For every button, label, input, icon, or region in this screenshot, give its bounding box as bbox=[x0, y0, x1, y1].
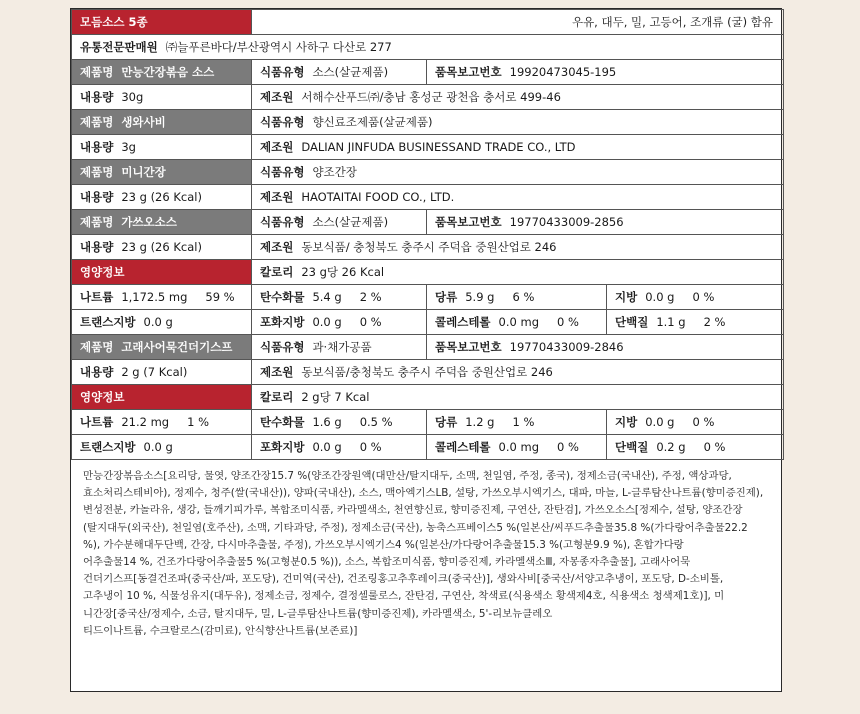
product-row: 제품명 미니간장 식품유형 양조간장 bbox=[72, 160, 784, 185]
distributor-row bbox=[72, 35, 784, 60]
nutrient-cell: 나트륨 1,172.5 mg 59 % bbox=[72, 285, 252, 310]
nutrient-cell: 포화지방 0.0 g 0 % bbox=[252, 435, 427, 460]
report-number: 19770433009-2846 bbox=[509, 340, 624, 354]
nutrient-cell: 탄수화물 1.6 g 0.5 % bbox=[252, 410, 427, 435]
header-row bbox=[72, 10, 784, 35]
volume-row: 내용량 2 g (7 Kcal) 제조원 동보식품/충청북도 충주시 주덕읍 중원산업로 246 bbox=[72, 360, 784, 385]
allergen-info: 우유, 대두, 밀, 고등어, 조개류 (굴) 함유 bbox=[252, 10, 784, 35]
nutrient-cell: 포화지방 0.0 g 0 % bbox=[252, 310, 427, 335]
nutrient-cell: 트랜스지방 0.0 g bbox=[72, 435, 252, 460]
nutrition-row bbox=[72, 310, 784, 335]
volume: 30g bbox=[121, 90, 144, 104]
food-type: 소스(살균제품) bbox=[312, 215, 389, 229]
nutrient-cell: 나트륨 21.2 mg 1 % bbox=[72, 410, 252, 435]
nutrition-row bbox=[72, 285, 784, 310]
nutrition-row bbox=[72, 435, 784, 460]
nutrient-cell: 콜레스테롤 0.0 mg 0 % bbox=[427, 310, 607, 335]
nutrient-cell: 탄수화물 5.4 g 2 % bbox=[252, 285, 427, 310]
volume: 23 g (26 Kcal) bbox=[121, 240, 202, 254]
maker: 서해수산푸드㈜/충남 홍성군 광천읍 충서로 499-46 bbox=[301, 90, 561, 104]
volume-row: 내용량 30g 제조원 서해수산푸드㈜/충남 홍성군 광천읍 충서로 499-46 bbox=[72, 85, 784, 110]
report-number: 19920473045-195 bbox=[509, 65, 617, 79]
ingredients-text: 만능간장볶음소스[요리당, 물엿, 양조간장15.7 %(양조간장원액(대만산/탈지대두, 소맥, 천일염, 주정, 종국), 정제소금(국내산), 주정, 액상과당, 효소처리스테비아), 정제수, 청주(쌀(국내산)), 양파(국내산), 소스, 맥아엑기스LB, 설탕, 가쓰오부시엑기스, 대파, 마늘, L-글루탐산나트륨(향미증진제), 변성전분, 카놀라유, 생강, 들깨기피가루, 복합조미식품, 카라멜색소, 천연향신료, 향미증진제, 구연산, 잔탄검], 가쓰오소스[정제수, 설탕, 양조간장 (탈지대두(외국산), 천일염(호주산), 소맥, 기타과당, 주정), 정제소금(국산), 농축스프베이스5 %(일본산/씨푸드추출물35.8 %(가다랑어추출물22.2 %), 가수분해대두단백, 간장, 다시마추출물, 주정), 가쓰오부시엑기스4 %(일본산/가다랑어추출물15.3 %(고형분9.9 %), 혼합가다랑 어추출물14 %, 건조가다랑어추출물5 %(고형분0.5 %)), 소스, 복합조미식품, 향미증진제, 카라멜색소Ⅲ, 자몽종자추출물], 고래사어묵 건더기스프[동결건조파(중국산/파, 포도당), 건미역(국산), 건조링홍고추후레이크(중국산)], 생와사비[중국산/서양고추냉이, 포도당, D-소비톨, 고추냉이 10 %, 식물성유지(대두유), 정제소금, 정제수, 결정셀룰로스, 잔탄검, 구연산, 착색료(식용색소 황색제4호, 식용색소 청색제1호)], 미 니간장[중국산/정제수, 소금, 탈지대두, 밀, L-글루탐산나트륨(향미증진제), 카라멜색소, 5'-리보뉴클레오 티드이나트륨, 수크랄로스(감미료), 안식향산나트륨(보존료)] bbox=[83, 470, 764, 637]
food-type: 과·채가공품 bbox=[312, 340, 372, 354]
nutrient-cell: 단백질 0.2 g 0 % bbox=[607, 435, 784, 460]
nutrition-label: 영양정보 bbox=[72, 260, 252, 285]
food-type: 소스(살균제품) bbox=[312, 65, 389, 79]
product-row: 제품명 만능간장볶음 소스 식품유형 소스(살균제품) 품목보고번호 19920473045-195 bbox=[72, 60, 784, 85]
calories: 2 g당 7 Kcal bbox=[301, 390, 370, 404]
label-sheet bbox=[70, 8, 782, 692]
nutrient-cell: 지방 0.0 g 0 % bbox=[607, 410, 784, 435]
distributor-label: 유통전문판매원 bbox=[80, 40, 158, 54]
report-number: 19770433009-2856 bbox=[509, 215, 624, 229]
volume: 23 g (26 Kcal) bbox=[121, 190, 202, 204]
product-name: 미니간장 bbox=[121, 165, 166, 179]
volume: 2 g (7 Kcal) bbox=[121, 365, 188, 379]
volume-row: 내용량 23 g (26 Kcal) 제조원 동보식품/ 충청북도 충주시 주덕읍 중원산업로 246 bbox=[72, 235, 784, 260]
product-row: 제품명 생와사비 식품유형 향신료조제품(살균제품) bbox=[72, 110, 784, 135]
maker: 동보식품/충청북도 충주시 주덕읍 중원산업로 246 bbox=[301, 365, 553, 379]
product-name: 가쓰오소스 bbox=[121, 215, 177, 229]
volume-row: 내용량 3g 제조원 DALIAN JINFUDA BUSINESSAND TRADE CO., LTD bbox=[72, 135, 784, 160]
distributor-value: ㈜늘푸른바다/부산광역시 사하구 다산로 277 bbox=[165, 40, 392, 54]
header-title: 모듬소스 5종 bbox=[72, 10, 252, 35]
nutrient-cell: 당류 1.2 g 1 % bbox=[427, 410, 607, 435]
nutrient-cell: 지방 0.0 g 0 % bbox=[607, 285, 784, 310]
product-name: 고래사어묵건더기스프 bbox=[121, 340, 233, 354]
nutrition-header-row: 영양정보 칼로리 23 g당 26 Kcal bbox=[72, 260, 784, 285]
volume-row: 내용량 23 g (26 Kcal) 제조원 HAOTAITAI FOOD CO., LTD. bbox=[72, 185, 784, 210]
nutrient-cell: 단백질 1.1 g 2 % bbox=[607, 310, 784, 335]
product-name: 만능간장볶음 소스 bbox=[121, 65, 215, 79]
product-row: 제품명 가쓰오소스 식품유형 소스(살균제품) 품목보고번호 19770433009-2856 bbox=[72, 210, 784, 235]
nutrition-label: 영양정보 bbox=[72, 385, 252, 410]
nutrient-cell: 트랜스지방 0.0 g bbox=[72, 310, 252, 335]
nutrition-header-row: 영양정보 칼로리 2 g당 7 Kcal bbox=[72, 385, 784, 410]
maker: 동보식품/ 충청북도 충주시 주덕읍 중원산업로 246 bbox=[301, 240, 557, 254]
product-row: 제품명 고래사어묵건더기스프 식품유형 과·채가공품 품목보고번호 19770433009-2846 bbox=[72, 335, 784, 360]
volume: 3g bbox=[121, 140, 136, 154]
maker: HAOTAITAI FOOD CO., LTD. bbox=[301, 190, 455, 204]
calories: 23 g당 26 Kcal bbox=[301, 265, 385, 279]
food-type: 향신료조제품(살균제품) bbox=[312, 115, 433, 129]
food-type: 양조간장 bbox=[312, 165, 357, 179]
maker: DALIAN JINFUDA BUSINESSAND TRADE CO., LTD bbox=[301, 140, 576, 154]
product-info-table bbox=[71, 9, 784, 460]
product-name: 생와사비 bbox=[121, 115, 166, 129]
nutrition-row bbox=[72, 410, 784, 435]
nutrient-cell: 콜레스테롤 0.0 mg 0 % bbox=[427, 435, 607, 460]
nutrient-cell: 당류 5.9 g 6 % bbox=[427, 285, 607, 310]
